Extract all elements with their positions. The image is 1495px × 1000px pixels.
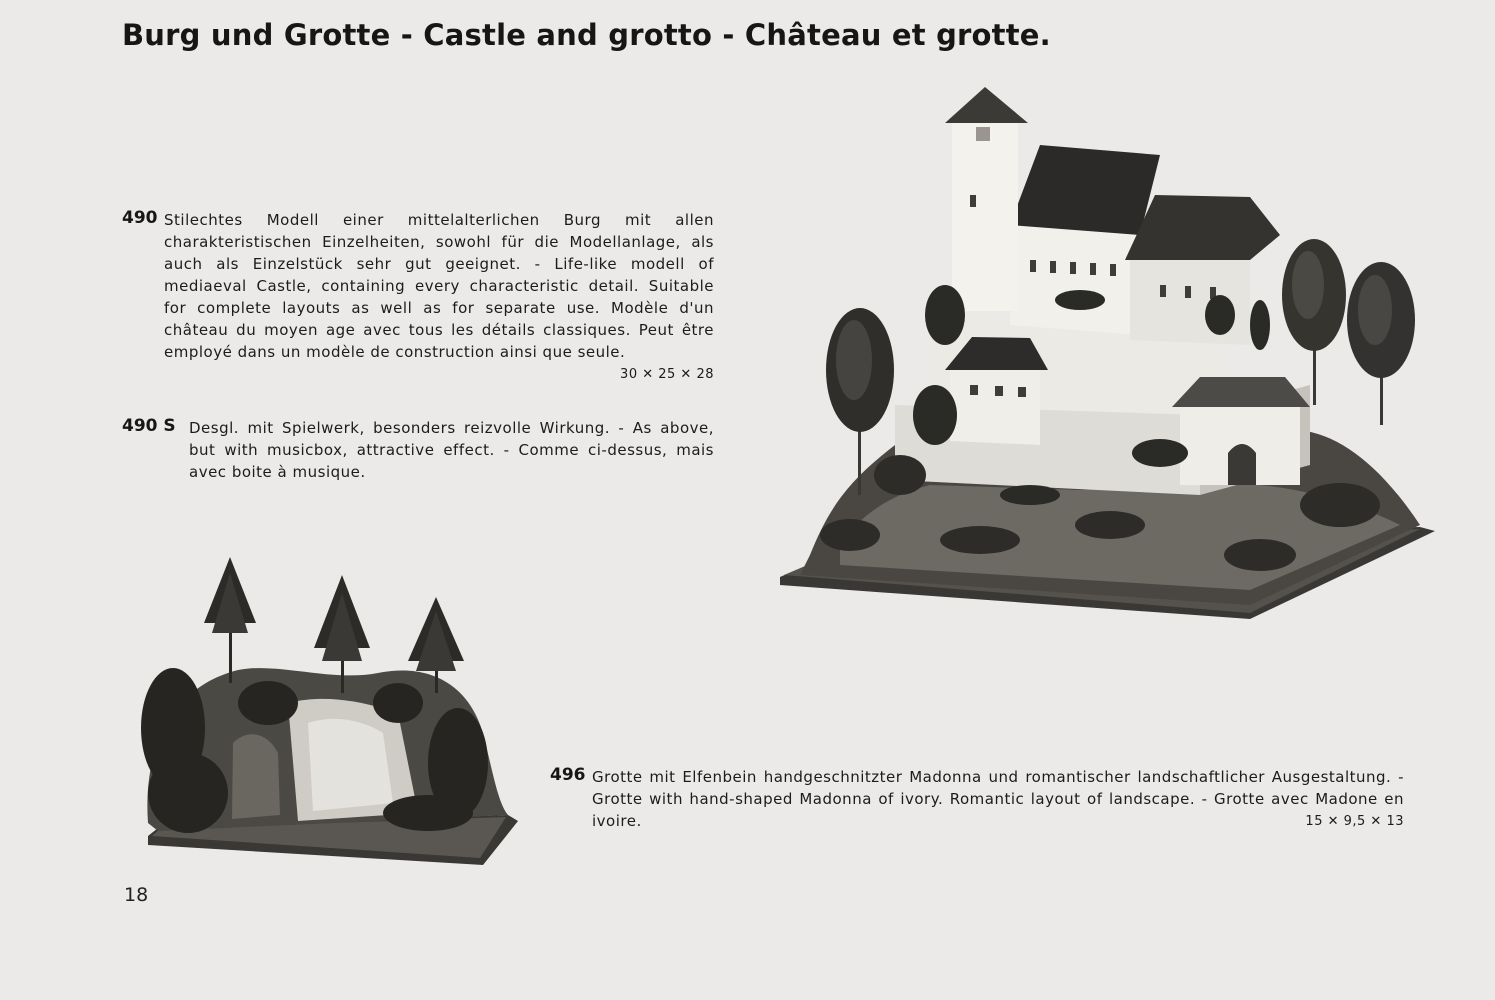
catalog-item-490 [122,208,714,388]
item-description: Grotte mit Elfenbein handgeschnitzter Madonna und romantischer landschaftlicher Ausgestaltung. - Grotte with hand-shaped Madonna of ivory. Romantic layout of landscape. - Grotte avec Madone en ivoire. [592,768,1404,830]
item-description: Stilechtes Modell einer mittelalterlichen Burg mit allen charakteristischen Einzelheiten, sowohl für die Modellanlage, als auch als Einzelstück sehr gut geeignet. - Life-like modell of mediaeval Castle, containing every characteristic detail. Suitable for complete layouts as well as for separate use. Modèle d'un château du moyen age avec tous les détails classiques. Peut être employé dans un modèle de construction ainsi que seule. [164,211,714,361]
item-number: 490 [122,208,158,228]
grotto-model-photo [128,553,520,868]
item-dimensions: 15 ✕ 9,5 ✕ 13 [1305,814,1404,829]
catalog-item-490s [122,416,714,486]
item-number: 490 S [122,416,176,436]
item-dimensions: 30 ✕ 25 ✕ 28 [620,367,714,382]
castle-model-photo [780,85,1440,625]
page-number: 18 [124,884,149,906]
item-description: Desgl. mit Spielwerk, besonders reizvolle Wirkung. - As above, but with musicbox, attractive effect. - Comme ci-dessus, mais avec boite à musique. [189,419,714,481]
item-number: 496 [550,765,586,785]
catalog-item-496 [550,765,1404,835]
page-title: Burg und Grotte - Castle and grotto - Château et grotte. [122,18,1051,52]
